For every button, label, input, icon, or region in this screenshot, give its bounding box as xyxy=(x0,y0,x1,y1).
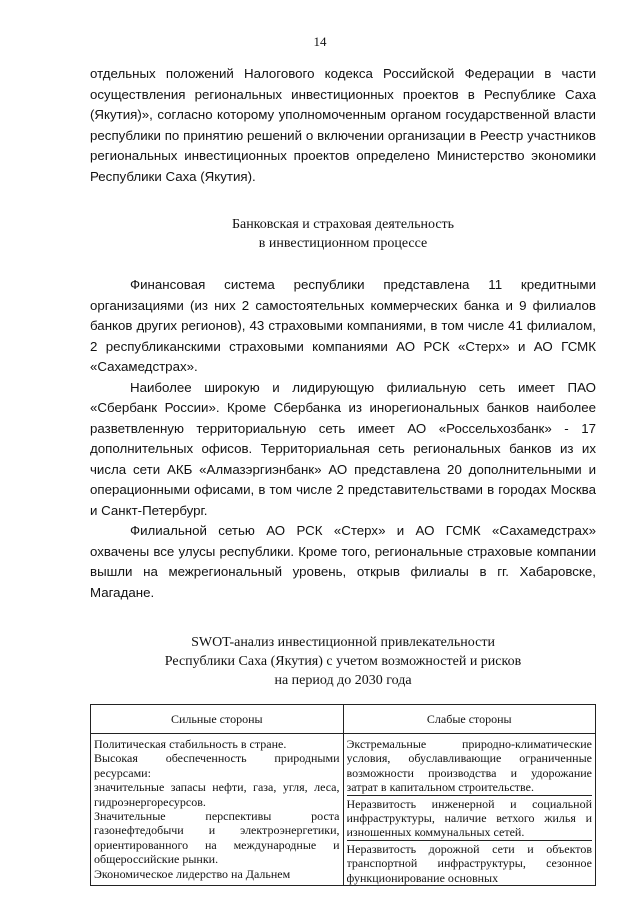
paragraph-insurance-coverage: Филиальной сетью АО РСК «Стерх» и АО ГСМК «Сахамедстрах» охвачены все улусы республики. Кроме того, региональные страховые компании вышли на межрегиональный уровень, открыв филиалы в гг. Хабаровске, Магадане. xyxy=(90,523,596,600)
swot-heading-line-1: SWOT-анализ инвестиционной привлекательности xyxy=(191,635,495,650)
paragraph-financial-system: Финансовая система республики представлена 11 кредитными организациями (из них 2 самостоятельных коммерческих банка и 9 филиалов банков других регионов), 43 страховыми компаниями, в том числе 41 филиалом, 2 республиканскими страховыми компаниями АО РСК «Стерх» и АО ГСМК «Сахамедстрах». xyxy=(90,277,596,374)
page-content xyxy=(90,64,596,886)
swot-header-weaknesses: Слабые стороны xyxy=(343,705,596,734)
swot-header-row xyxy=(91,705,596,734)
swot-heading xyxy=(90,633,596,690)
strength-item: значительные запасы нефти, газа, угля, леса, гидроэнергоресурсов. xyxy=(94,780,340,809)
swot-strengths-cell xyxy=(91,734,344,886)
swot-table xyxy=(90,704,596,886)
swot-body-row xyxy=(91,734,596,886)
weakness-item: Экстремальные природно-климатические условия, обуславливающие ограниченные возможности производства и удорожание затрат в капитальном строительстве. xyxy=(346,737,592,795)
swot-heading-line-2: Республики Саха (Якутия) с учетом возможностей и рисков xyxy=(164,654,522,669)
section-heading-banking xyxy=(90,215,596,253)
weakness-item: Неразвитость дорожной сети и объектов транспортной инфраструктуры, сезонное функционирование основных xyxy=(347,840,593,885)
strength-item: Политическая стабильность в стране. xyxy=(94,737,287,751)
weakness-item: Неразвитость инженерной и социальной инфраструктуры, наличие ветхого жилья и изношенных коммунальных сетей. xyxy=(347,795,593,840)
swot-weaknesses-cell xyxy=(343,734,596,886)
section-heading-line-2: в инвестиционном процессе xyxy=(258,236,428,251)
section-heading-line-1: Банковская и страховая деятельность xyxy=(231,217,455,232)
swot-header-strengths: Сильные стороны xyxy=(91,705,344,734)
strength-item: Экономическое лидерство на Дальнем xyxy=(94,866,291,881)
swot-heading-line-3: на период до 2030 года xyxy=(274,673,412,688)
paragraph-branch-network: Наиболее широкую и лидирующую филиальную сеть имеет ПАО «Сбербанк России». Кроме Сбербанка из инорегиональных банков наиболее разветвленную территориальную сеть имеет АО «Россельхозбанк» - 17 дополнительных офисов. Территориальная сеть региональных банков из их числа сети АКБ «Алмазэргиэнбанк» АО представлена 20 дополнительными и операционными офисами, в том числе 2 представительствами в городах Москва и Санкт-Петербург. xyxy=(90,379,596,518)
strength-item: Значительные перспективы роста газонефтедобычи и электроэнергетики, ориентированного на международные и общероссийские рынки. xyxy=(94,809,340,867)
page-number: 14 xyxy=(313,34,327,49)
strength-item: Высокая обеспеченность природными ресурсами: xyxy=(94,751,340,780)
paragraph-continuation: отдельных положений Налогового кодекса Российской Федерации в части осуществления региональных инвестиционных проектов в Республике Саха (Якутия)», согласно которому уполномоченным органом государственной власти республики по принятию решений о включении организации в Реестр участников региональных инвестиционных проектов определено Министерство экономики Республики Саха (Якутия). xyxy=(90,66,596,184)
